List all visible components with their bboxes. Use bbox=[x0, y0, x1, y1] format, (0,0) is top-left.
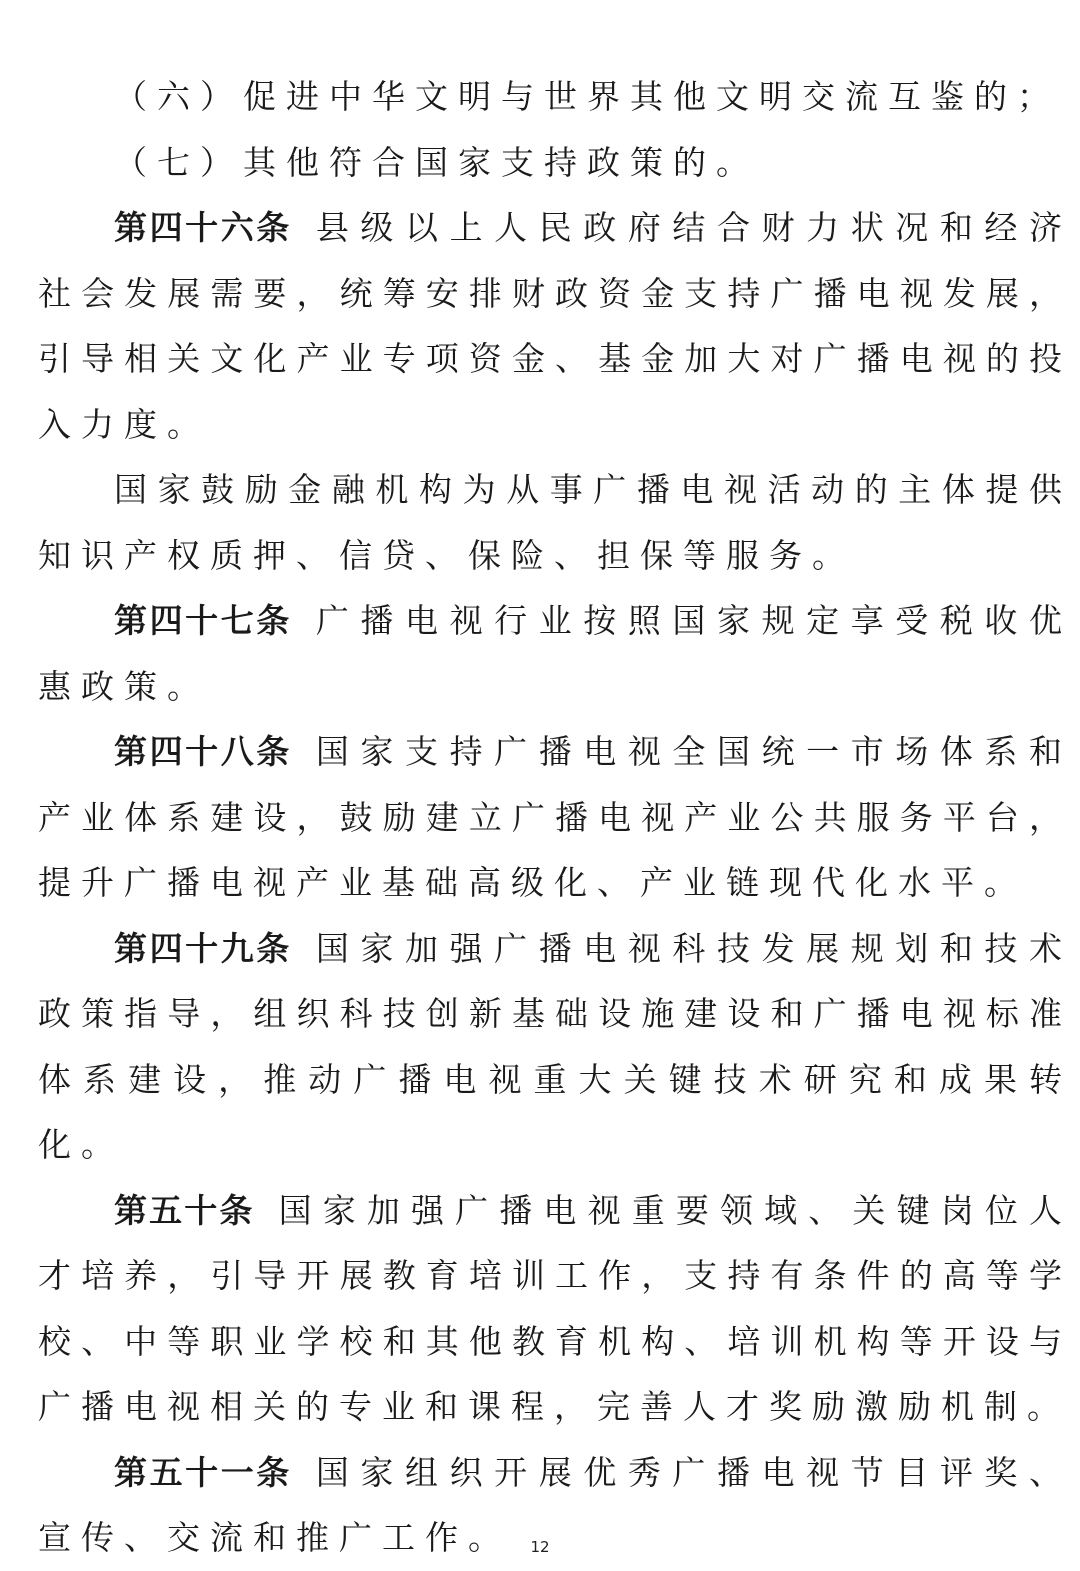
article-text: 县级以上人民政府结合财力状况和经济社会发展需要，统筹安排财政资金支持广播电视发展，引导相关文化产业专项资金、基金加大对广播电视的投入力度。 bbox=[38, 208, 1073, 444]
article-number: 第四十九条 bbox=[114, 928, 292, 968]
article-number: 第五十条 bbox=[114, 1190, 255, 1230]
article-47 bbox=[38, 588, 1072, 719]
article-text: 国家支持广播电视全国统一市场体系和产业体系建设，鼓励建立广播电视产业公共服务平台，提升广播电视产业基础高级化、产业链现代化水平。 bbox=[38, 732, 1073, 902]
article-text: 广播电视行业按照国家规定享受税收优惠政策。 bbox=[38, 601, 1073, 706]
page-number: 12 bbox=[530, 1538, 550, 1556]
paragraph-item-6 bbox=[38, 64, 1072, 130]
article-text: 国家加强广播电视科技发展规划和技术政策指导，组织科技创新基础设施建设和广播电视标准体系建设，推动广播电视重大关键技术研究和成果转化。 bbox=[38, 928, 1073, 1164]
paragraph-text: （七）其他符合国家支持政策的。 bbox=[114, 142, 759, 182]
article-50 bbox=[38, 1178, 1072, 1440]
paragraph-text: 国家鼓励金融机构为从事广播电视活动的主体提供知识产权质押、信贷、保险、担保等服务。 bbox=[38, 470, 1072, 575]
article-number: 第四十六条 bbox=[114, 208, 292, 247]
article-number: 第四十八条 bbox=[114, 732, 292, 771]
article-49 bbox=[38, 916, 1072, 1178]
document-page bbox=[38, 64, 1072, 1571]
article-48 bbox=[38, 719, 1072, 916]
article-46 bbox=[38, 195, 1072, 457]
paragraph-text: （六）促进中华文明与世界其他文明交流互鉴的； bbox=[114, 77, 1060, 116]
article-46-paragraph-2 bbox=[38, 457, 1072, 588]
article-text: 国家组织开展优秀广播电视节目评奖、宣传、交流和推广工作。 bbox=[38, 1452, 1073, 1557]
article-number: 第四十七条 bbox=[114, 601, 292, 640]
article-number: 第五十一条 bbox=[114, 1452, 292, 1492]
paragraph-item-7 bbox=[38, 130, 1072, 196]
article-text: 国家加强广播电视重要领域、关键岗位人才培养，引导开展教育培训工作，支持有条件的高等学校、中等职业学校和其他教育机构、培训机构等开设与广播电视相关的专业和课程，完善人才奖励激励机制。 bbox=[38, 1190, 1073, 1426]
